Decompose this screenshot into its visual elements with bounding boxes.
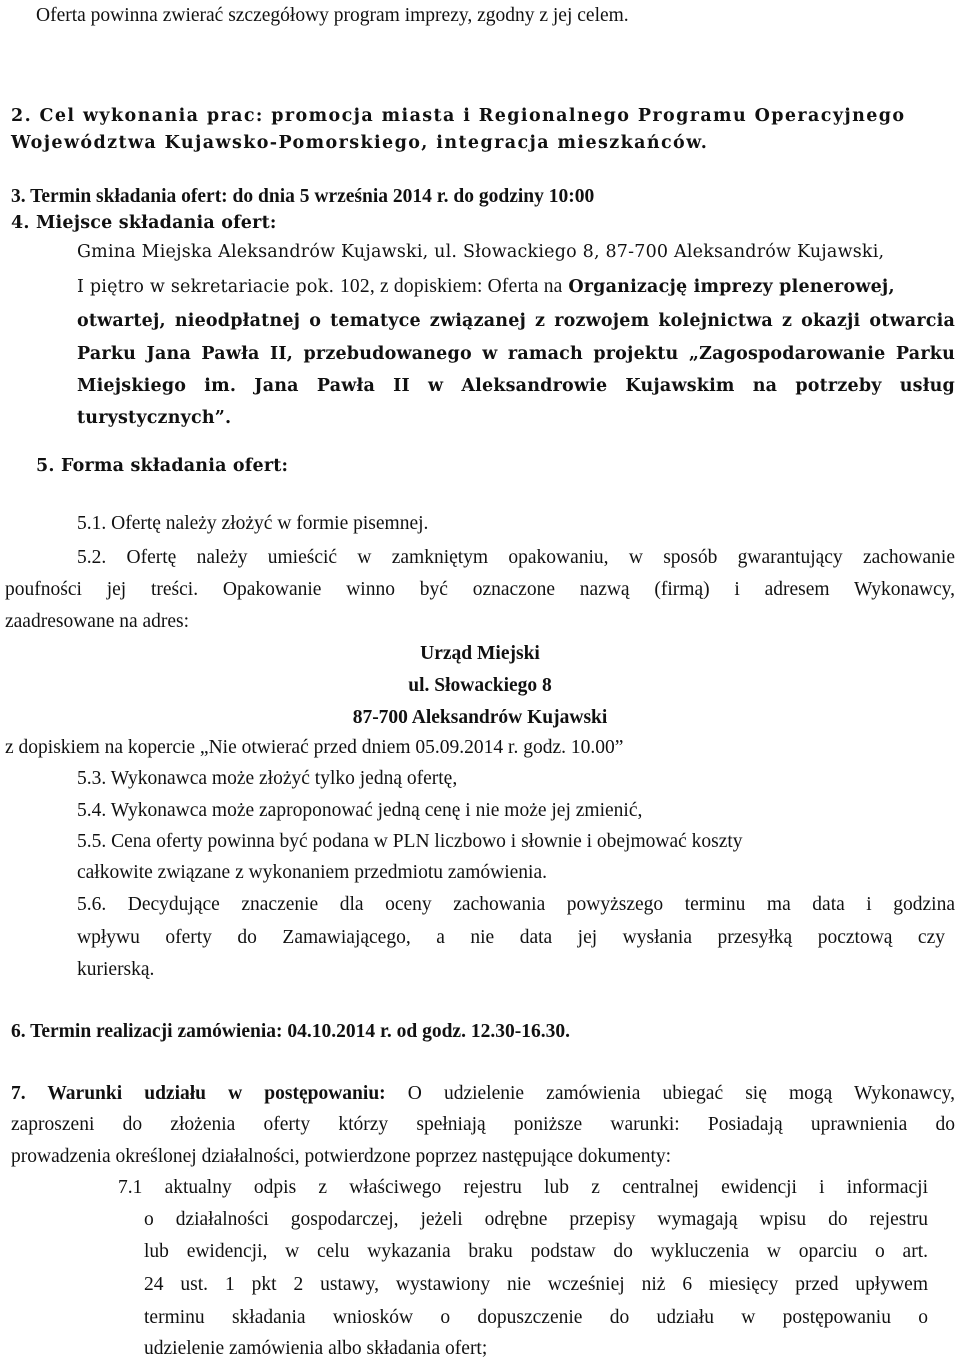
item-5-3: 5.3. Wykonawca może złożyć tylko jedną ofertę, bbox=[77, 768, 458, 789]
section-4-line-5: Miejskiego im. Jana Pawła II w Aleksandrowie Kujawskim na potrzeby usług bbox=[77, 376, 955, 396]
address-line-3: 87-700 Aleksandrów Kujawski bbox=[352, 707, 608, 728]
envelope-note: z dopiskiem na kopercie „Nie otwierać przed dniem 05.09.2014 r. godz. 10.00” bbox=[5, 737, 624, 758]
section-7-line-3: prowadzenia określonej działalności, potwierdzone poprzez następujące dokumenty: bbox=[11, 1146, 672, 1167]
section-7-line-1: 7. Warunki udziału w postępowaniu: O udzielenie zamówienia ubiegać się mogą Wykonawcy, bbox=[11, 1083, 955, 1104]
section-5-heading: 5. Forma składania ofert: bbox=[36, 456, 289, 476]
item-7-1-line-3: lub ewidencji, w celu wykazania braku podstaw do wykluczenia w oparciu o art. bbox=[144, 1241, 928, 1262]
item-5-5-line-2: całkowite związane z wykonaniem przedmiotu zamówienia. bbox=[77, 862, 547, 883]
section-4-line-2: I piętro w sekretariacie pok. 102, z dopiskiem: Oferta na Organizację imprezy plenerowej, bbox=[77, 276, 895, 297]
item-7-1-line-6: udzielenie zamówienia albo składania ofert; bbox=[144, 1338, 488, 1359]
item-7-1-line-4: 24 ust. 1 pkt 2 ustawy, wystawiony nie wcześniej niż 6 miesięcy przed upływem bbox=[144, 1274, 928, 1295]
item-5-5-line-1: 5.5. Cena oferty powinna być podana w PLN liczbowo i słownie i obejmować koszty bbox=[77, 831, 743, 852]
address-line-1: Urząd Miejski bbox=[420, 643, 540, 664]
item-5-4: 5.4. Wykonawca może zaproponować jedną cenę i nie może jej zmienić, bbox=[77, 800, 643, 821]
section-2-line-1: 2. Cel wykonania prac: promocja miasta i Regionalnego Programu Operacyjnego bbox=[11, 106, 906, 126]
item-7-1-line-2: o działalności gospodarczej, jeżeli odrębne przepisy wymagają wpisu do rejestru bbox=[144, 1209, 928, 1230]
section-3-deadline: 3. Termin składania ofert: do dnia 5 września 2014 r. do godziny 10:00 bbox=[11, 186, 595, 207]
section-4-heading: 4. Miejsce składania ofert: bbox=[11, 213, 277, 233]
item-5-1: 5.1. Ofertę należy złożyć w formie pisemnej. bbox=[77, 513, 429, 534]
item-7-1-line-5: terminu składania wniosków o dopuszczenie do udziału w postępowaniu o bbox=[144, 1307, 928, 1328]
section-6-realization-date: 6. Termin realizacji zamówienia: 04.10.2014 r. od godz. 12.30-16.30. bbox=[11, 1021, 570, 1042]
item-5-6-line-3: kurierską. bbox=[77, 959, 155, 980]
section-4-line-6: turystycznych”. bbox=[77, 408, 232, 428]
item-7-1-line-1: 7.1 aktualny odpis z właściwego rejestru lub z centralnej ewidencji i informacji bbox=[118, 1177, 928, 1198]
item-5-2-line-1: 5.2. Ofertę należy umieścić w zamkniętym opakowaniu, w sposób gwarantujący zachowanie bbox=[77, 547, 955, 568]
section-4-line-4: Parku Jana Pawła II, przebudowanego w ramach projektu „Zagospodarowanie Parku bbox=[77, 344, 955, 364]
item-5-2-line-2: poufności jej treści. Opakowanie winno być oznaczone nazwą (firmą) i adresem Wykonawcy, bbox=[5, 579, 955, 600]
intro-paragraph: Oferta powinna zwierać szczegółowy program imprezy, zgodny z jej celem. bbox=[36, 5, 629, 26]
section-2-line-2: Województwa Kujawsko-Pomorskiego, integracja mieszkańców. bbox=[11, 133, 709, 153]
section-4-line-1: Gmina Miejska Aleksandrów Kujawski, ul. Słowackiego 8, 87-700 Aleksandrów Kujawski, bbox=[77, 242, 885, 262]
item-5-6-line-2: wpływu oferty do Zamawiającego, a nie data jej wysłania przesyłką pocztową czy bbox=[77, 927, 945, 948]
section-4-line-3: otwartej, nieodpłatnej o tematyce związanej z rozwojem kolejnictwa z okazji otwarcia bbox=[77, 311, 955, 331]
address-line-2: ul. Słowackiego 8 bbox=[408, 675, 552, 696]
section-7-line-2: zaproszeni do złożenia oferty którzy spełniają poniższe warunki: Posiadają uprawnienia do bbox=[11, 1114, 955, 1135]
item-5-6-line-1: 5.6. Decydujące znaczenie dla oceny zachowania powyższego terminu ma data i godzina bbox=[77, 894, 955, 915]
item-5-2-line-3: zaadresowane na adres: bbox=[5, 611, 190, 632]
